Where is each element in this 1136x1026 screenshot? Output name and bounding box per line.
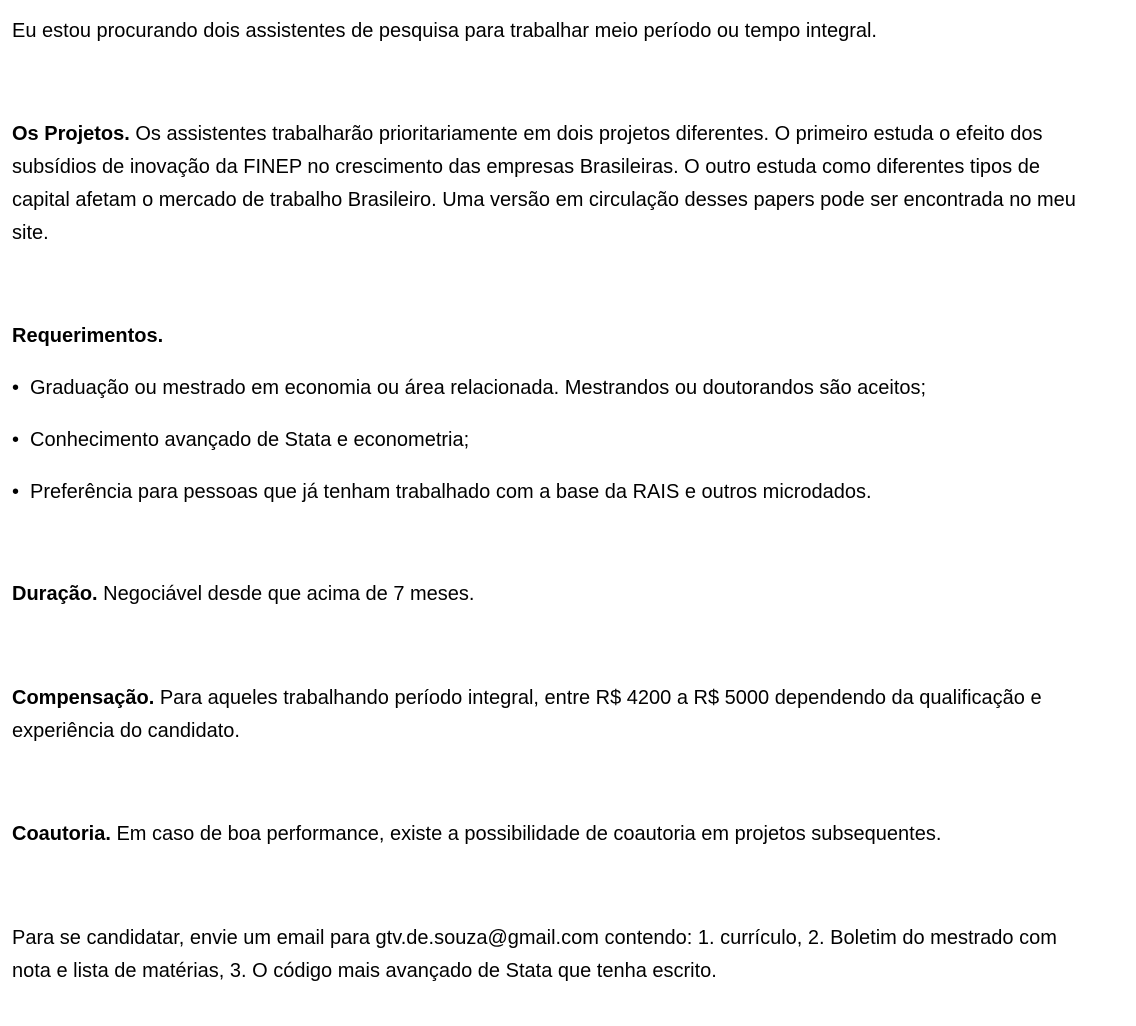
requirement-item-2: • Conhecimento avançado de Stata e econometria;: [12, 424, 1112, 457]
bullet-icon: •: [12, 429, 20, 451]
projects-heading: Os Projetos.: [12, 123, 130, 145]
coauthorship-paragraph: [12, 818, 1112, 851]
compensation-heading: Compensação.: [12, 687, 155, 709]
duration-heading: Duração.: [12, 583, 98, 605]
bullet-icon: •: [12, 481, 20, 503]
coauthorship-heading: Coautoria.: [12, 823, 111, 845]
apply-paragraph: Para se candidatar, envie um email para gtv.de.souza@gmail.com contendo: 1. currículo, 2. Boletim do mestrado com nota e lista de matérias, 3. O código mais avançado de Stata que tenha escrito.: [12, 927, 1057, 982]
duration-text: Negociável desde que acima de 7 meses.: [97, 583, 475, 605]
requirement-item-3: • Preferência para pessoas que já tenham trabalhado com a base da RAIS e outros microdados.: [12, 476, 1112, 509]
requirement-item-1: • Graduação ou mestrado em economia ou área relacionada. Mestrandos ou doutorandos são aceitos;: [12, 372, 1112, 405]
coauthorship-text: Em caso de boa performance, existe a possibilidade de coautoria em projetos subsequentes.: [110, 823, 942, 845]
compensation-paragraph: [12, 682, 1052, 748]
projects-text: Os assistentes trabalharão prioritariamente em dois projetos diferentes. O primeiro estuda o efeito dos subsídios de inovação da FINEP no crescimento das empresas Brasileiras. O outro estuda como diferentes tipos de capital afetam o mercado de trabalho Brasileiro. Uma versão em circulação desses papers pode ser encontrada no meu site.: [12, 123, 1076, 244]
compensation-text: Para aqueles trabalhando período integral, entre R$ 4200 a R$ 5000 dependendo da qualificação e experiência do candidato.: [12, 687, 1042, 742]
projects-paragraph: [12, 118, 1092, 250]
requirements-heading: Requerimentos.: [12, 325, 164, 347]
intro-paragraph: Eu estou procurando dois assistentes de pesquisa para trabalhar meio período ou tempo integral.: [12, 20, 877, 42]
bullet-icon: •: [12, 377, 20, 399]
duration-paragraph: [12, 578, 1112, 611]
